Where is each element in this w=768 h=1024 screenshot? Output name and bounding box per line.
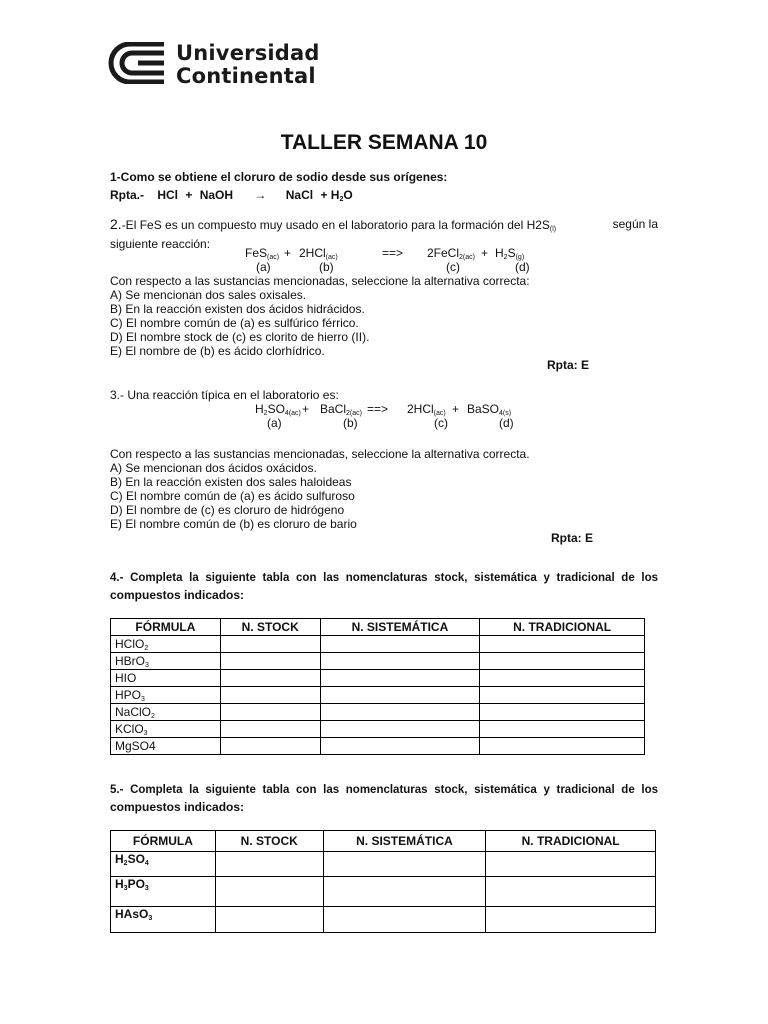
q5-intro-line-1: 5.- Completa la siguiente tabla con las nomenclaturas stock, sistemática y tradicional de los bbox=[110, 784, 658, 796]
q4-sistematica-cell[interactable] bbox=[320, 721, 480, 738]
table-row bbox=[111, 877, 656, 907]
q1-reactant-1: HCl bbox=[157, 188, 179, 202]
formula-text: PO bbox=[127, 877, 145, 891]
q4-formula-cell bbox=[111, 670, 221, 687]
q3-eq-plus-2: + bbox=[452, 402, 460, 416]
q1-reactant-2: NaOH bbox=[199, 188, 234, 202]
q4-formula-cell bbox=[111, 653, 221, 670]
q4-header-formula: FÓRMULA bbox=[111, 619, 221, 636]
formula-text: SO bbox=[127, 852, 145, 866]
table-row bbox=[111, 852, 656, 877]
q1-product-2-sub: 2 bbox=[339, 196, 344, 203]
q4-tradicional-cell[interactable] bbox=[480, 670, 645, 687]
q4-sistematica-cell[interactable] bbox=[320, 636, 480, 653]
q2-prompt: Con respecto a las sustancias mencionadas, seleccione la alternativa correcta: bbox=[110, 274, 530, 288]
logo-line-2: Continental bbox=[176, 64, 316, 88]
q3-eq-4-sub: 4(s) bbox=[499, 410, 512, 417]
q5-formula-cell bbox=[111, 877, 216, 907]
formula-sub: 3 bbox=[141, 695, 145, 703]
q2-answer: Rpta: E bbox=[547, 358, 589, 372]
table-row bbox=[111, 907, 656, 933]
q2-number: 2. bbox=[110, 216, 122, 232]
q5-sistematica-cell[interactable] bbox=[323, 907, 486, 933]
formula-sub: 4 bbox=[144, 860, 149, 867]
q3-prompt: Con respecto a las sustancias mencionadas, seleccione la alternativa correcta. bbox=[110, 447, 530, 461]
q5-intro-line-2: compuestos indicados: bbox=[110, 800, 245, 814]
q5-table bbox=[110, 830, 656, 933]
q2-intro-sub: (l) bbox=[549, 226, 557, 233]
q2-label-a: (a) bbox=[256, 260, 271, 274]
q2-eq-4-sub1: 2 bbox=[503, 254, 508, 261]
formula-sub: 2 bbox=[123, 860, 128, 867]
q1-answer-label: Rpta.- bbox=[110, 188, 144, 202]
q1-arrow-icon: → bbox=[254, 188, 267, 202]
table-row bbox=[111, 670, 645, 687]
q5-tradicional-cell[interactable] bbox=[486, 907, 656, 933]
formula-sub: 2 bbox=[144, 644, 149, 652]
formula-text: H bbox=[115, 852, 124, 866]
q2-options bbox=[110, 274, 530, 358]
q3-options bbox=[110, 447, 530, 531]
q2-option-d: D) El nombre stock de (c) es clorito de hierro (II). bbox=[110, 330, 370, 344]
q4-tradicional-cell[interactable] bbox=[480, 653, 645, 670]
q4-formula-cell bbox=[111, 636, 221, 653]
q4-tradicional-cell[interactable] bbox=[480, 721, 645, 738]
q4-tradicional-cell[interactable] bbox=[480, 687, 645, 704]
q4-tradicional-cell[interactable] bbox=[480, 738, 645, 755]
q4-tradicional-cell[interactable] bbox=[480, 636, 645, 653]
q5-header-stock: N. STOCK bbox=[215, 831, 323, 852]
q5-header-sistematica: N. SISTEMÁTICA bbox=[323, 831, 486, 852]
q5-stock-cell[interactable] bbox=[215, 877, 323, 907]
q3-equation bbox=[0, 402, 768, 432]
q2-label-c: (c) bbox=[446, 260, 460, 274]
q5-sistematica-cell[interactable] bbox=[323, 877, 486, 907]
q4-formula-cell bbox=[111, 721, 221, 738]
q4-intro bbox=[110, 570, 658, 604]
q4-stock-cell[interactable] bbox=[220, 636, 320, 653]
q3-intro: 3.- Una reacción típica en el laboratorio es: bbox=[110, 388, 339, 402]
q2-eq-plus-2: + bbox=[481, 246, 489, 260]
formula-text: HIO bbox=[115, 670, 137, 685]
table-row bbox=[111, 704, 645, 721]
formula-text: H bbox=[115, 877, 124, 891]
formula-sub: 3 bbox=[145, 661, 149, 669]
q4-formula-cell bbox=[111, 687, 221, 704]
q2-option-e: E) El nombre de (b) es ácido clorhídrico. bbox=[110, 344, 325, 358]
q3-eq-2: BaCl bbox=[320, 402, 347, 416]
q4-sistematica-cell[interactable] bbox=[320, 653, 480, 670]
q5-tradicional-cell[interactable] bbox=[486, 877, 656, 907]
q1-plus-1: + bbox=[185, 188, 193, 202]
formula-sub: 3 bbox=[148, 915, 153, 922]
q5-header-formula: FÓRMULA bbox=[111, 831, 216, 852]
q5-tradicional-cell[interactable] bbox=[486, 852, 656, 877]
formula-text: HClO bbox=[115, 636, 145, 651]
q2-eq-1: FeS bbox=[245, 246, 268, 260]
formula-text: HPO bbox=[115, 687, 142, 702]
q4-stock-cell[interactable] bbox=[220, 721, 320, 738]
q3-label-a: (a) bbox=[267, 416, 282, 430]
q2-eq-4a: H bbox=[495, 246, 504, 260]
q1-question: 1-Como se obtiene el cloruro de sodio desde sus orígenes: bbox=[110, 170, 448, 184]
q4-table bbox=[110, 618, 645, 755]
q3-eq-3-sub: (ac) bbox=[433, 410, 446, 417]
table-row bbox=[111, 636, 645, 653]
q3-label-c: (c) bbox=[434, 416, 448, 430]
q2-eq-1-sub: (ac) bbox=[267, 254, 280, 261]
table-row bbox=[111, 653, 645, 670]
q2-eq-3: 2FeCl bbox=[427, 246, 460, 260]
formula-sub: 2 bbox=[151, 712, 155, 720]
q4-intro-line-2: compuestos indicados: bbox=[110, 588, 245, 602]
formula-text: HBrO bbox=[115, 653, 145, 668]
q2-eq-4-sub2: (g) bbox=[515, 254, 525, 261]
q4-formula-cell bbox=[111, 738, 221, 755]
q3-eq-2-sub: 2(ac) bbox=[346, 410, 362, 417]
formula-text: NaClO bbox=[115, 704, 152, 719]
table-row bbox=[111, 687, 645, 704]
q4-sistematica-cell[interactable] bbox=[320, 687, 480, 704]
q2-option-c: C) El nombre común de (a) es sulfúrico férrico. bbox=[110, 316, 359, 330]
q3-option-e: E) El nombre común de (b) es cloruro de bario bbox=[110, 517, 357, 531]
q3-eq-1b: SO bbox=[267, 402, 285, 416]
q2-eq-2-sub: (ac) bbox=[325, 254, 338, 261]
q2-intro-end: según la bbox=[612, 217, 658, 231]
q2-eq-3-sub: 2(ac) bbox=[459, 254, 475, 261]
q2-intro-text: -El FeS es un compuesto muy usado en el laboratorio para la formación del H2S bbox=[121, 218, 550, 232]
q4-sistematica-cell[interactable] bbox=[320, 738, 480, 755]
q1-product-1: NaCl bbox=[285, 188, 314, 202]
q4-stock-cell[interactable] bbox=[220, 670, 320, 687]
page-title: TALLER SEMANA 10 bbox=[280, 131, 488, 154]
q4-stock-cell[interactable] bbox=[220, 704, 320, 721]
q4-stock-cell[interactable] bbox=[220, 738, 320, 755]
q4-header-stock: N. STOCK bbox=[220, 619, 320, 636]
q2-equation bbox=[0, 246, 768, 276]
q1-plus-2: + H bbox=[320, 188, 340, 202]
q3-option-b: B) En la reacción existen dos sales haloideas bbox=[110, 475, 352, 489]
q2-eq-arrow: ==> bbox=[382, 246, 404, 260]
q5-formula-cell bbox=[111, 852, 216, 877]
table-row bbox=[111, 738, 645, 755]
q2-eq-4b: S bbox=[507, 246, 516, 260]
q1-answer bbox=[110, 188, 353, 203]
q5-header-tradicional: N. TRADICIONAL bbox=[486, 831, 656, 852]
q2-option-a: A) Se mencionan dos sales oxisales. bbox=[110, 288, 307, 302]
q5-stock-cell[interactable] bbox=[215, 852, 323, 877]
logo-line-1: Universidad bbox=[176, 41, 320, 65]
q2-eq-2: 2HCl bbox=[299, 246, 326, 260]
q5-intro bbox=[110, 782, 658, 816]
q4-header-tradicional: N. TRADICIONAL bbox=[480, 619, 645, 636]
q4-stock-cell[interactable] bbox=[220, 653, 320, 670]
q4-tradicional-cell[interactable] bbox=[480, 704, 645, 721]
q3-option-d: D) El nombre de (c) es cloruro de hidrógeno bbox=[110, 503, 345, 517]
q4-sistematica-cell[interactable] bbox=[320, 704, 480, 721]
q3-label-b: (b) bbox=[343, 416, 358, 430]
q2-intro-line-2: siguiente reacción: bbox=[110, 237, 211, 251]
q3-answer: Rpta: E bbox=[551, 531, 593, 545]
q3-eq-plus-1: + bbox=[302, 402, 310, 416]
q2-label-d: (d) bbox=[515, 260, 530, 274]
q3-option-c: C) El nombre común de (a) es ácido sulfuroso bbox=[110, 489, 355, 503]
formula-sub: 3 bbox=[123, 885, 128, 892]
q4-stock-cell[interactable] bbox=[220, 687, 320, 704]
q3-eq-1-sub2: 4(ac) bbox=[284, 410, 301, 417]
q1-product-2-end: O bbox=[343, 188, 353, 202]
q3-eq-1a: H bbox=[255, 402, 264, 416]
q5-sistematica-cell[interactable] bbox=[323, 852, 486, 877]
university-logo-icon bbox=[108, 42, 166, 84]
q3-eq-3: 2HCl bbox=[407, 402, 434, 416]
q4-sistematica-cell[interactable] bbox=[320, 670, 480, 687]
formula-text: KClO bbox=[115, 721, 144, 736]
q2-label-b: (b) bbox=[319, 260, 334, 274]
q2-eq-plus-1: + bbox=[284, 246, 292, 260]
q4-formula-cell bbox=[111, 704, 221, 721]
q5-stock-cell[interactable] bbox=[215, 907, 323, 933]
q5-formula-cell bbox=[111, 907, 216, 933]
q3-eq-4: BaSO bbox=[467, 402, 500, 416]
formula-text: MgSO4 bbox=[115, 738, 156, 753]
q3-eq-arrow: ==> bbox=[367, 402, 389, 416]
q4-intro-line-1: 4.- Completa la siguiente tabla con las nomenclaturas stock, sistemática y tradicional de los bbox=[110, 572, 658, 584]
logo bbox=[108, 42, 318, 86]
q3-eq-1-sub1: 2 bbox=[263, 410, 268, 417]
table-row bbox=[111, 721, 645, 738]
formula-sub: 3 bbox=[144, 885, 149, 892]
q4-header-sistematica: N. SISTEMÁTICA bbox=[320, 619, 480, 636]
q2-option-b: B) En la reacción existen dos ácidos hidrácidos. bbox=[110, 302, 365, 316]
q3-option-a: A) Se mencionan dos ácidos oxácidos. bbox=[110, 461, 317, 475]
q3-label-d: (d) bbox=[499, 416, 514, 430]
formula-sub: 3 bbox=[143, 729, 148, 737]
formula-text: HAsO bbox=[115, 907, 149, 921]
